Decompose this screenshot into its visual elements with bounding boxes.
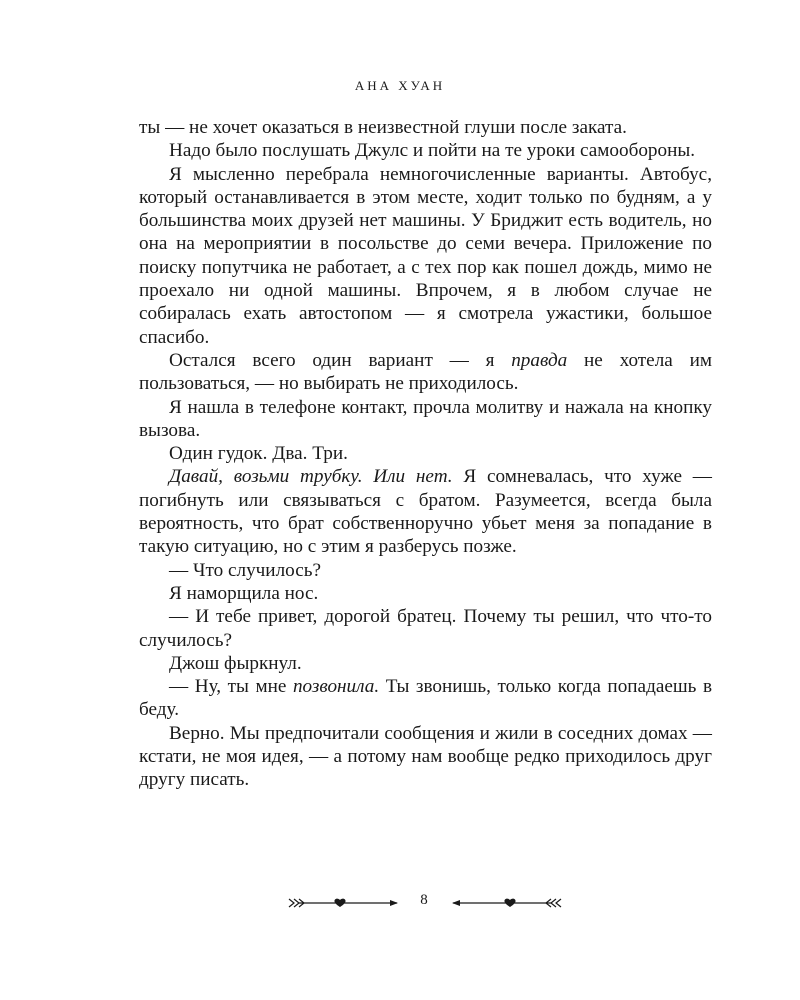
right-arrow-heart-ornament — [449, 896, 563, 910]
paragraph — [139, 349, 712, 396]
italic-text: правда — [511, 349, 568, 371]
paragraph — [139, 116, 712, 139]
text-run: Я сомневалась, что хуже — погибнуть или связываться с братом. Разумеется, всегда была вероятность, что брат собственноручно убьет меня за попадание в такую ситуацию, но с этим я разберусь позже. — [139, 466, 712, 558]
text-run: Верно. Мы предпочитали сообщения и жили в соседних домах — кстати, не моя идея, — а потому нам вообще редко приходилось друг другу писать. — [139, 722, 712, 791]
page-footer — [0, 888, 800, 918]
text-run: Джош фыркнул. — [169, 652, 302, 674]
paragraph — [139, 559, 712, 582]
text-run: — И тебе привет, дорогой братец. Почему ты решил, что что-то случилось? — [139, 606, 712, 651]
paragraph — [139, 722, 712, 792]
paragraph — [139, 605, 712, 652]
text-run: Я мысленно перебрала немногочисленные варианты. Автобус, который останавливается в этом месте, ходит только по будням, а у большинства моих друзей нет машины. У Бриджит есть водитель, но она на мероприятии в посольстве до семи вечера. Приложение по поиску попутчика не работает, а с тех пор как пошел дождь, мимо не проехало ни одной машины. Впрочем, я в любом случае не собиралась ехать автостопом — я смотрела ужастики, большое спасибо. — [139, 163, 712, 348]
paragraph — [139, 582, 712, 605]
paragraph — [139, 442, 712, 465]
paragraph — [139, 163, 712, 349]
page-number: 8 — [420, 892, 428, 908]
paragraph — [139, 396, 712, 443]
text-run: Я нашла в телефоне контакт, прочла молитву и нажала на кнопку вызова. — [139, 396, 712, 441]
paragraph — [139, 675, 712, 722]
text-run: — Что случилось? — [169, 559, 322, 581]
text-run: Я наморщила нос. — [169, 582, 319, 604]
text-run: не хотела им пользоваться, — но выбирать не приходилось. — [139, 349, 712, 395]
paragraph — [139, 139, 712, 162]
book-page-text — [139, 116, 712, 792]
paragraph — [139, 652, 712, 675]
text-run: — Ну, ты мне — [169, 676, 293, 698]
italic-text: Давай, возьми трубку. Или нет. — [169, 466, 453, 488]
text-run: ты — не хочет оказаться в неизвестной глуши после заката. — [139, 117, 627, 138]
text-run: Остался всего один вариант — я — [169, 349, 512, 371]
left-arrow-heart-ornament — [287, 896, 401, 910]
italic-text: позвонила. — [292, 676, 380, 698]
text-run: Один гудок. Два. Три. — [169, 443, 348, 465]
text-run: Надо было послушать Джулс и пойти на те уроки самообороны. — [169, 140, 696, 162]
paragraph — [139, 465, 712, 558]
text-run: Ты звонишь, только когда попадаешь в беду. — [139, 676, 713, 721]
running-header: АНА ХУАН — [354, 78, 446, 93]
